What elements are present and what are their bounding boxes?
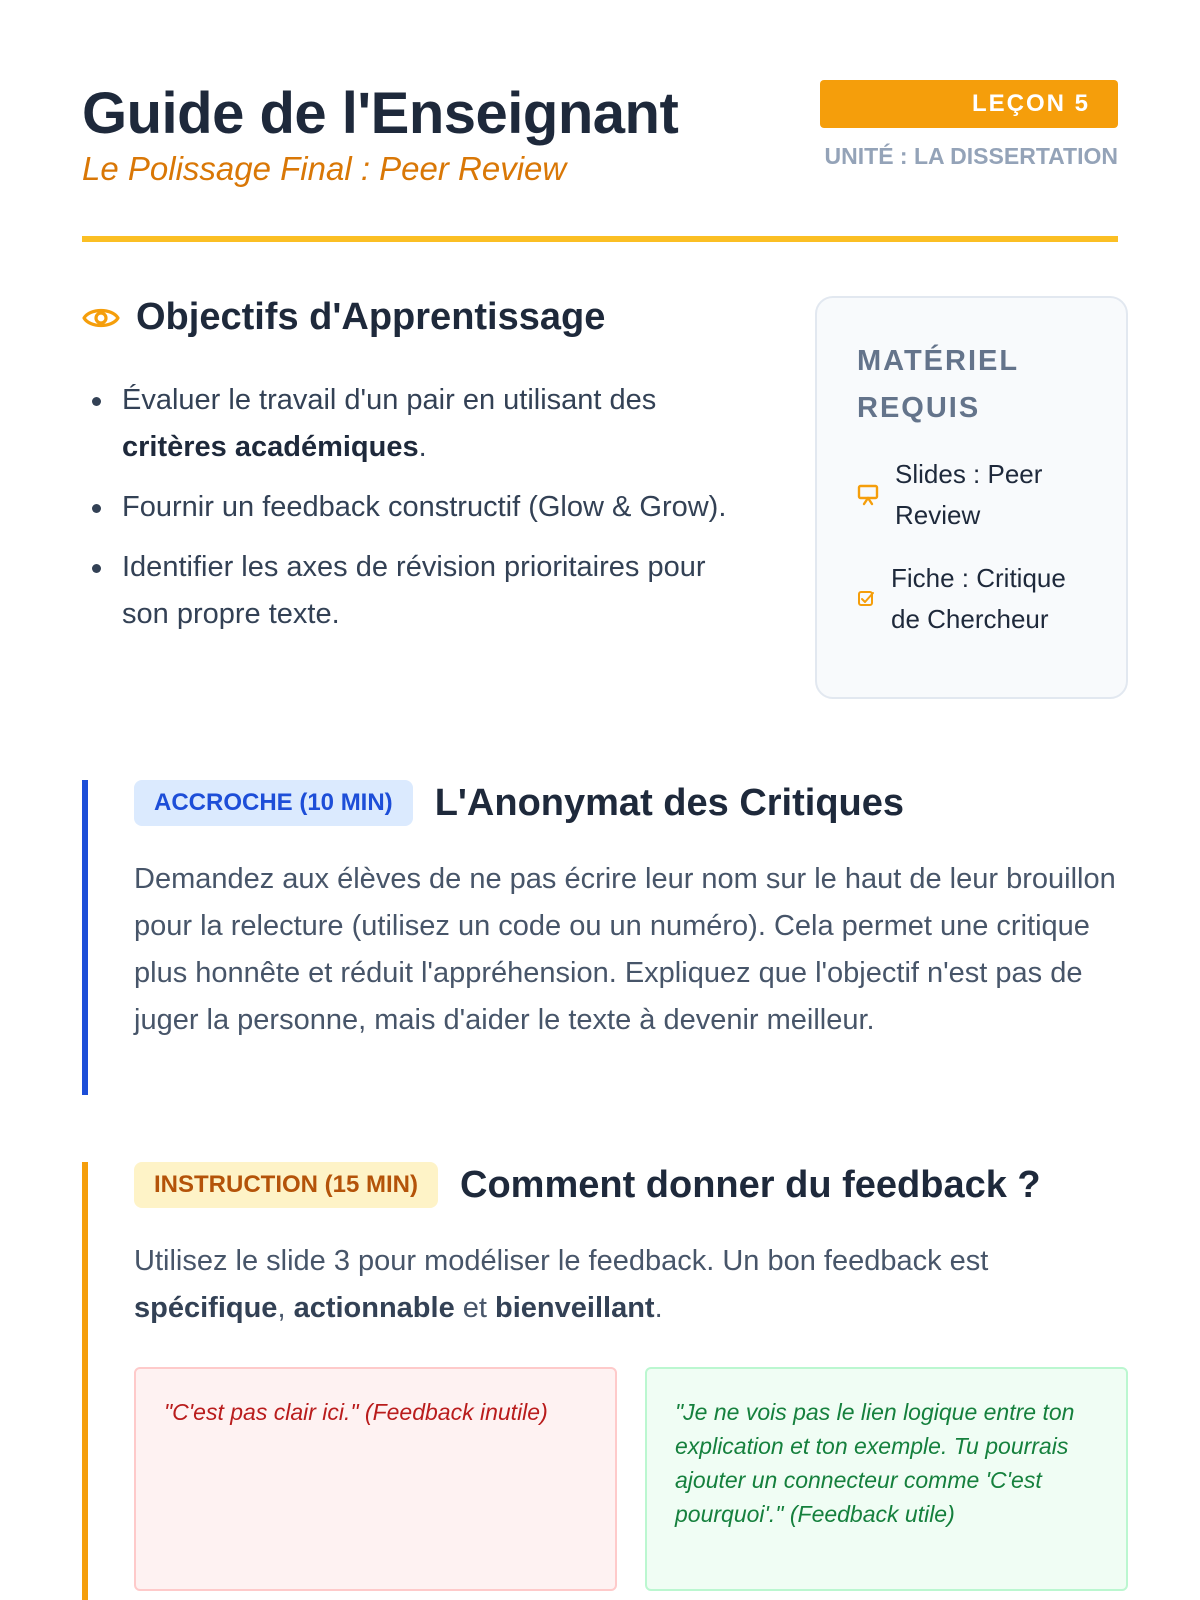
- material-label: Slides : Peer Review: [895, 459, 1043, 530]
- instruction-emphasis: spécifique: [134, 1292, 278, 1324]
- hook-tag: ACCROCHE (10 MIN): [134, 780, 413, 826]
- objective-text: Évaluer le travail d'un pair en utilisant des: [122, 384, 657, 416]
- hook-header: [134, 780, 1128, 826]
- list-item: [82, 484, 742, 531]
- instruction-body: [134, 1238, 1128, 1332]
- material-item-slides: [857, 454, 1086, 536]
- instruction-title: Comment donner du feedback ?: [460, 1163, 1041, 1206]
- page-subtitle: Le Polissage Final : Peer Review: [82, 150, 567, 187]
- header: [82, 0, 1118, 242]
- instruction-text: et: [454, 1292, 496, 1324]
- objective-punct: .: [418, 431, 427, 463]
- objective-emphasis: critères académiques: [122, 431, 419, 463]
- list-item: [82, 377, 742, 471]
- instruction-text: .: [654, 1292, 663, 1324]
- instruction-header: [134, 1162, 1128, 1208]
- objectives-title: Objectifs d'Apprentissage: [136, 296, 606, 338]
- good-feedback-example: "Je ne vois pas le lien logique entre ton explication et ton exemple. Tu pourrais ajouter un connecteur comme 'C'est pourquoi'." (Feedback utile): [645, 1367, 1128, 1591]
- presentation-icon: [857, 483, 879, 507]
- material-item-worksheet: [857, 558, 1086, 640]
- feedback-examples: [134, 1367, 1128, 1591]
- hook-title: L'Anonymat des Critiques: [434, 781, 905, 824]
- lesson-badge: LEÇON 5: [820, 80, 1118, 128]
- list-item: [82, 544, 742, 638]
- eye-icon: [82, 303, 120, 333]
- page-title: Guide de l'Enseignant: [82, 81, 679, 146]
- hook-section: [82, 780, 1128, 1095]
- objective-text: Identifier les axes de révision prioritaires pour son propre texte.: [122, 551, 706, 630]
- objective-text: Fournir un feedback constructif (Glow & Grow).: [122, 491, 727, 523]
- instruction-text: Utilisez le slide 3 pour modéliser le feedback. Un bon feedback est: [134, 1245, 989, 1277]
- material-label: Fiche : Critique de Chercheur: [891, 563, 1066, 634]
- instruction-section: [82, 1162, 1128, 1600]
- objectives-heading: [82, 296, 742, 339]
- instruction-emphasis: bienveillant: [495, 1292, 655, 1324]
- objectives-section: [82, 296, 742, 651]
- materials-card: [815, 296, 1128, 699]
- materials-title: MATÉRIEL REQUIS: [857, 345, 1019, 424]
- instruction-text: ,: [277, 1292, 294, 1324]
- hook-body: Demandez aux élèves de ne pas écrire leur nom sur le haut de leur brouillon pour la relecture (utilisez un code ou un numéro). Cela permet une critique plus honnête et réduit l'appréhension. Expliquez que l'objectif n'est pas de juger la personne, mais d'aider le texte à devenir meilleur.: [134, 863, 1116, 1036]
- instruction-emphasis: actionnable: [293, 1292, 455, 1324]
- instruction-tag: INSTRUCTION (15 MIN): [134, 1162, 438, 1208]
- unit-label: UNITÉ : LA DISSERTATION: [824, 143, 1118, 169]
- objectives-list: [82, 377, 742, 638]
- checkbox-icon: [857, 590, 875, 608]
- bad-feedback-example: "C'est pas clair ici." (Feedback inutile): [134, 1367, 617, 1591]
